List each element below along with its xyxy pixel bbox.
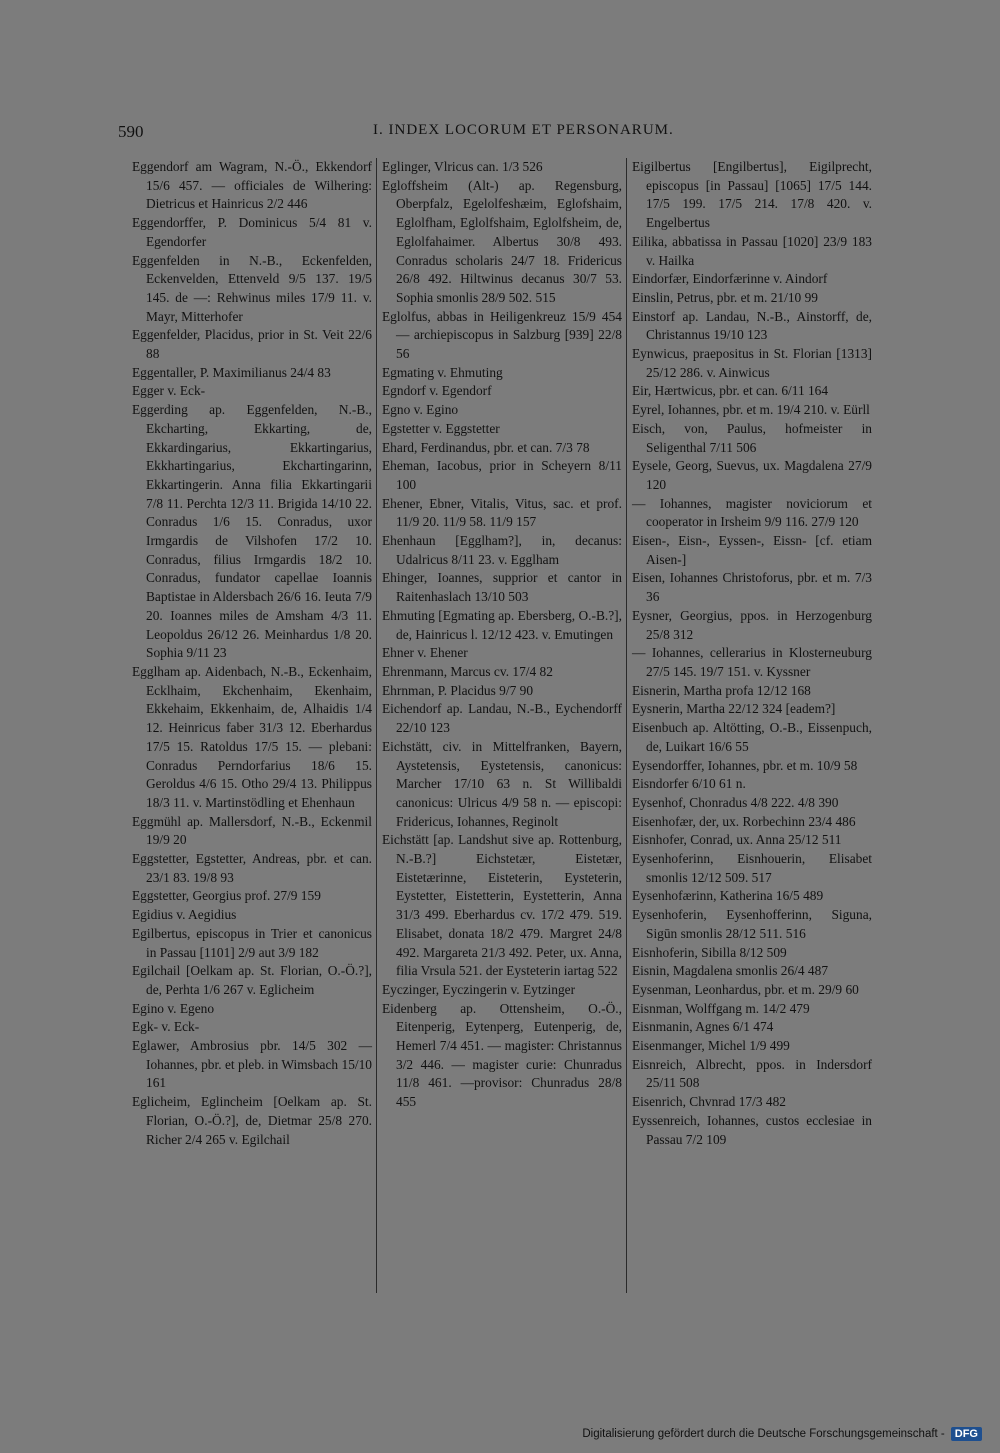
index-entry: Egino v. Egeno xyxy=(132,1000,215,1016)
index-entry: Egger v. Eck- xyxy=(132,383,206,399)
index-entry: Egno v. Egino xyxy=(382,402,459,418)
index-entry: Eggmühl ap. Mallersdorf, N.-B., Eckenmil 19/9 20 xyxy=(132,813,372,848)
index-entry: Eysnerin, Martha 22/12 324 [eadem?] xyxy=(632,701,836,717)
index-entry: Eisen, Iohannes Christoforus, pbr. et m. 7/3 36 xyxy=(632,570,872,605)
index-entry: Eynwicus, praepositus in St. Florian [1313] 25/12 286. v. Ainwicus xyxy=(632,346,872,380)
index-entry: Eisnerin, Martha profa 12/12 168 xyxy=(632,682,811,698)
footer xyxy=(582,1425,982,1443)
index-entry: Ehenhaun [Egglham?], in, decanus: Udalricus 8/11 23. v. Egglham xyxy=(382,533,622,567)
index-entry: Eggerding ap. Eggenfelden, N.-B., Ekcharting, Ekkarting, de, Ekkardingarius, Ekkartingarius, Ekkhartingarius, Ekchartingarinn, Ekkartingerin. Anna filia Ekkartingarii 7/8 11. Perchta 12/3 11. Brigida 14/10 22. Conradus 1/6 15. Conradus, uxor Irmgardis de Vilshofen 17/2 10. Conradus, filius Irmgardis 18/2 10. Conradus, fundator capellae Ioannis Baptistae in Aldersbach 26/6 16. Ieuta 7/9 20. Ioannes miles de Amsham 4/3 11. Leopoldus 26/12 26. Meinhardus 1/8 20. Sophia 9/11 23 xyxy=(132,402,372,661)
index-entry: Egstetter v. Eggstetter xyxy=(382,420,500,436)
index-entry: Einslin, Petrus, pbr. et m. 21/10 99 xyxy=(632,289,818,305)
index-entry: Eisenmanger, Michel 1/9 499 xyxy=(632,1038,790,1054)
index-entry: Ehard, Ferdinandus, pbr. et can. 7/3 78 xyxy=(382,439,590,455)
column-divider xyxy=(376,158,377,1293)
index-entry: Ehrenmann, Marcus cv. 17/4 82 xyxy=(382,663,553,679)
index-entry: Egglham ap. Aidenbach, N.-B., Eckenhaim, Ecklhaim, Ekchenhaim, Ekenhaim, Ekkehaim, Ekkenhaim, de, Alhaidis 1/4 12. Heinricus faber 31/3 12. Eberhardus 17/5 15. Ratoldus 17/5 15. — plebani: Conradus Perndorfarius 18/6 15. Geroldus 4/6 15. Otho 29/4 13. Philippus 18/3 11. v. Martinstödling et Ehenhaun xyxy=(132,663,372,810)
index-entry: Eigilbertus [Engilbertus], Eigilprecht, episcopus [in Passau] [1065] 17/5 144. 17/5 199. 17/5 214. 17/8 420. v. Engelbertus xyxy=(632,159,872,231)
index-entry: Eheman, Iacobus, prior in Scheyern 8/11 100 xyxy=(382,458,622,492)
index-entry: Eggendorffer, P. Dominicus 5/4 81 v. Egendorfer xyxy=(132,215,372,249)
footer-credit: Digitalisierung gefördert durch die Deutsche Forschungsgemeinschaft - xyxy=(582,1428,945,1440)
index-entry: Egk- v. Eck- xyxy=(132,1019,200,1035)
index-entry: Eggenfelden in N.-B., Eckenfelden, Eckenvelden, Ettenveld 9/5 137. 19/5 145. de —: Rehwinus miles 17/9 11. v. Mayr, Mitterhofer xyxy=(132,252,372,324)
index-entry: Eyczinger, Eyczingerin v. Eytzinger xyxy=(382,981,576,997)
index-entry: Ehmuting [Egmating ap. Ebersberg, O.-B.?], de, Hainricus l. 12/12 423. v. Emutingen xyxy=(382,607,622,642)
index-entry: Einstorf ap. Landau, N.-B., Ainstorff, de, Christannus 19/10 123 xyxy=(632,308,872,343)
index-entry: Egilbertus, episcopus in Trier et canonicus in Passau [1101] 2/9 aut 3/9 182 xyxy=(132,925,372,960)
index-entry: Ehrnman, P. Placidus 9/7 90 xyxy=(382,682,534,698)
index-entry: — Iohannes, magister noviciorum et cooperator in Irsheim 9/9 116. 27/9 120 xyxy=(632,495,872,530)
index-entry: Egmating v. Ehmuting xyxy=(382,364,503,380)
index-entry: Eglolfus, abbas in Heiligenkreuz 15/9 454 — archiepiscopus in Salzburg [939] 22/8 56 xyxy=(382,308,622,362)
index-entry: Ehener, Ebner, Vitalis, Vitus, sac. et prof. 11/9 20. 11/9 58. 11/9 157 xyxy=(382,495,622,530)
index-entry: Eysele, Georg, Suevus, ux. Magdalena 27/9 120 xyxy=(632,458,872,492)
index-entry: Eyssenreich, Iohannes, custos ecclesiae in Passau 7/2 109 xyxy=(632,1112,872,1147)
index-entry: Eichstätt, civ. in Mittelfranken, Bayern, Aystetensis, Eystetensis, canonicus: Marcher 17/10 63 n. St Willibaldi canonicus: Ulricus 4/9 58 n. — episcopi: Fridericus, Iohannes, Reginolt xyxy=(382,738,622,829)
index-entry: Eidenberg ap. Ottensheim, O.-Ö., Eitenperig, Eytenperg, Eutenperig, de, Hemerl 7/4 451. — magister: Christannus 3/2 446. — magister curie: Chunradus 11/8 461. —provisor: Chunradus 28/8 455 xyxy=(382,1000,622,1110)
index-entry: Eysner, Georgius, ppos. in Herzogenburg 25/8 312 xyxy=(632,607,872,642)
index-entry: Eisen-, Eisn-, Eyssen-, Eissn- [cf. etiam Aisen-] xyxy=(632,533,872,567)
index-entry: Eisnreich, Albrecht, ppos. in Indersdorf 25/11 508 xyxy=(632,1056,872,1091)
index-entry: Eisenbuch ap. Altötting, O.-B., Eissenpuch, de, Luikart 16/6 55 xyxy=(632,720,872,754)
index-entry: Egidius v. Aegidius xyxy=(132,907,237,923)
index-entry: Eysenhoferinn, Eisnhouerin, Elisabet smonlis 12/12 509. 517 xyxy=(632,851,872,885)
index-entry: Ehner v. Ehener xyxy=(382,645,468,661)
index-entry: Eir, Hærtwicus, pbr. et can. 6/11 164 xyxy=(632,383,829,399)
index-entry: Eisnmanin, Agnes 6/1 474 xyxy=(632,1019,774,1035)
index-entry: Eisch, von, Paulus, hofmeister in Seligenthal 7/11 506 xyxy=(632,420,872,455)
column-divider xyxy=(626,158,627,1293)
index-entry: Eysenhoferin, Eysenhofferinn, Siguna, Sigūn smonlis 28/12 511. 516 xyxy=(632,907,872,941)
index-entry: Eglicheim, Eglincheim [Oelkam ap. St. Florian, O.-Ö.?], de, Dietmar 25/8 270. Richer 2/4 265 v. Egilchail xyxy=(132,1094,372,1147)
index-entry: Eisndorfer 6/10 61 n. xyxy=(632,776,746,792)
index-entry: Eysenhof, Chonradus 4/8 222. 4/8 390 xyxy=(632,794,839,810)
index-entry: Eindorfær, Eindorfærinne v. Aindorf xyxy=(632,271,828,287)
index-entry: Eisnhoferin, Sibilla 8/12 509 xyxy=(632,944,787,960)
index-entry: Eisenrich, Chvnrad 17/3 482 xyxy=(632,1094,786,1110)
index-entry: Eisenhofær, der, ux. Rorbechinn 23/4 486 xyxy=(632,813,856,829)
index-entry: Eilika, abbatissa in Passau [1020] 23/9 183 v. Hailka xyxy=(632,233,872,268)
index-entry: Eggstetter, Georgius prof. 27/9 159 xyxy=(132,888,321,904)
running-title: I. INDEX LOCORUM ET PERSONARUM. xyxy=(373,122,674,138)
page-number: 590 xyxy=(118,122,144,141)
index-entry: Eysenhofærinn, Katherina 16/5 489 xyxy=(632,888,824,904)
index-entry: Eichstätt [ap. Landshut sive ap. Rottenburg, N.-B.?] Eichstetær, Eistetær, Eistetærinne, Eisteterin, Eysteterin, Eystetter, Eistetterin, Eystetterin, Anna 31/3 499. Eberhardus cv. 17/2 479. 519. Elisabet, donata 18/2 479. Margret 24/8 492. Margareta 21/3 492. Peter, ux. Anna, filia Vrsula 521. der Eysteterin iartag 522 xyxy=(382,832,622,979)
index-entry: Eggentaller, P. Maximilianus 24/4 83 xyxy=(132,364,331,380)
index-entry: Eglawer, Ambrosius pbr. 14/5 302 — Iohannes, pbr. et pleb. in Wimsbach 15/10 161 xyxy=(132,1038,372,1091)
dfg-logo: DFG xyxy=(951,1427,982,1441)
index-entry: Eyrel, Iohannes, pbr. et m. 19/4 210. v. Eürll xyxy=(632,402,870,418)
index-entry: Eichendorf ap. Landau, N.-B., Eychendorff 22/10 123 xyxy=(382,701,622,736)
index-entry: — Iohannes, cellerarius in Klosterneuburg 27/5 145. 19/7 151. v. Kyssner xyxy=(632,645,872,679)
index-entry: Egloffsheim (Alt-) ap. Regensburg, Oberpfalz, Egelolfeshæim, Eglofshaim, Eglolfham, Eglolfshaim, Eglolfsheim, de, Eglolfahaimer. Albertus 30/8 493. Conradus scholaris 24/7 18. Fridericus 26/8 492. Hiltwinus decanus 30/7 53. Sophia smonlis 28/9 502. 515 xyxy=(382,177,622,305)
index-entry: Egndorf v. Egendorf xyxy=(382,383,492,399)
index-column-3 xyxy=(632,158,872,1149)
index-entry: Eisnman, Wolffgang m. 14/2 479 xyxy=(632,1000,810,1016)
index-entry: Eggstetter, Egstetter, Andreas, pbr. et can. 23/1 83. 19/8 93 xyxy=(132,851,372,885)
index-entry: Eggenfelder, Placidus, prior in St. Veit 22/6 88 xyxy=(132,327,372,362)
page-header xyxy=(118,118,880,148)
index-entry: Eisnhofer, Conrad, ux. Anna 25/12 511 xyxy=(632,832,842,848)
index-entry: Eglinger, Vlricus can. 1/3 526 xyxy=(382,159,543,174)
index-entry: Eysenman, Leonhardus, pbr. et m. 29/9 60 xyxy=(632,981,859,997)
index-column-1 xyxy=(132,158,372,1149)
index-entry: Ehinger, Ioannes, supprior et cantor in Raitenhaslach 13/10 503 xyxy=(382,570,622,605)
index-column-2 xyxy=(382,158,622,1112)
index-entry: Eisnin, Magdalena smonlis 26/4 487 xyxy=(632,963,829,979)
index-entry: Eggendorf am Wagram, N.-Ö., Ekkendorf 15/6 457. — officiales de Wilhering: Dietricus et Hainricus 2/2 446 xyxy=(132,159,372,212)
index-entry: Egilchail [Oelkam ap. St. Florian, O.-Ö.?], de, Perhta 1/6 267 v. Eglicheim xyxy=(132,963,372,997)
index-entry: Eysendorffer, Iohannes, pbr. et m. 10/9 58 xyxy=(632,757,858,773)
